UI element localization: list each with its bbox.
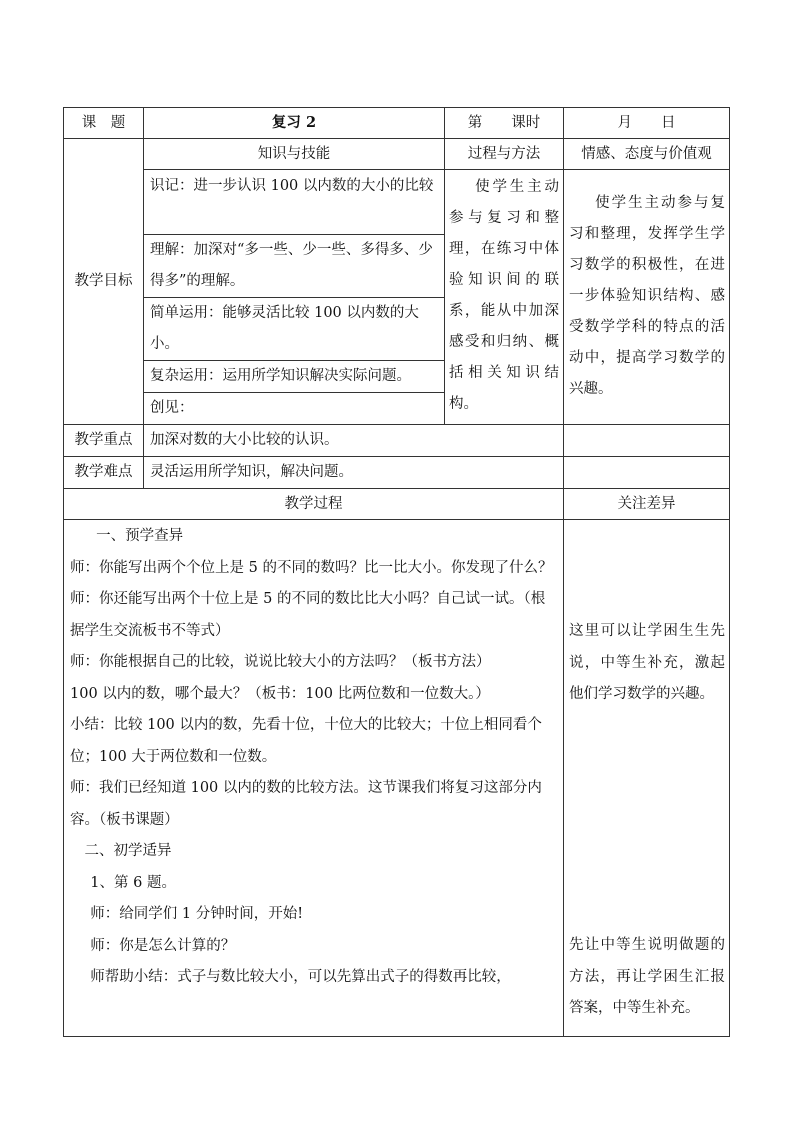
rule-emotion-col [563, 108, 564, 1036]
topic-label: 课 题 [81, 115, 126, 131]
process-line: 师：你还能写出两个十位上是 5 的不同的数比比大小吗？自己试一试。（根据学生交流板书不等式） [70, 591, 546, 639]
difference-note-2: 先让中等生说明做题的方法，再让学困生汇报答案，中等生补充。 [569, 937, 725, 1016]
knowledge-item-understand: 理解：加深对“多一些、少一些、多得多、少得多”的理解。 [150, 242, 433, 289]
process-line: 100 以内的数，哪个最大？（板书：100 比两位数和一位数大。） [70, 685, 490, 702]
rule-subheader-bottom [144, 169, 729, 170]
process-line: 小结：比较 100 以内的数，先看十位，十位大的比较大；十位上相同看个位；100 大于两位数和一位数。 [70, 717, 542, 765]
process-line: 师：你能根据自己的比较，说说比较大小的方法吗？（板书方法） [70, 654, 491, 670]
date-label: 月 日 [617, 115, 676, 131]
attention-difference-header: 关注差异 [617, 496, 676, 512]
lesson-plan-table [63, 107, 730, 1037]
process-method-header: 过程与方法 [467, 146, 541, 162]
process-line: 1、第 6 题。 [90, 874, 176, 891]
objectives-label: 教学目标 [74, 273, 133, 289]
lesson-period-label: 第 课时 [467, 115, 541, 131]
topic-value: 复习 2 [271, 114, 317, 131]
process-method-text: 使学生主动参与复习和整理，在练习中体验知识间的联系，能从中加深感受和归纳、概括相关知识结构。 [449, 179, 559, 412]
difference-note-1: 这里可以让学困生生先说，中等生补充，激起他们学习数学的兴趣。 [569, 623, 725, 702]
difficulty-label: 教学难点 [74, 464, 133, 480]
process-section-2: 二、初学适异 [84, 843, 172, 859]
process-line: 师：我们已经知道 100 以内的数的比较方法。这节课我们将复习这部分内容。（板书课题） [70, 780, 542, 828]
key-point-text: 加深对数的大小比较的认识。 [150, 432, 339, 448]
knowledge-item-memorize: 识记：进一步认识 100 以内数的大小的比较 [150, 178, 434, 194]
knowledge-skill-header: 知识与技能 [257, 146, 331, 162]
process-line: 师：给同学们 1 分钟时间，开始! [90, 906, 304, 922]
knowledge-item-complex-apply: 复杂运用：运用所学知识解决实际问题。 [150, 368, 411, 384]
process-line: 师帮助小结：式子与数比较大小，可以先算出式子的得数再比较， [90, 969, 511, 985]
teaching-process-header: 教学过程 [284, 496, 343, 512]
emotion-value-header: 情感、态度与价值观 [581, 146, 712, 162]
process-section-1: 一、预学查异 [96, 528, 184, 544]
knowledge-item-insight: 创见： [150, 400, 194, 416]
key-point-label: 教学重点 [74, 432, 133, 448]
process-line: 师：你是怎么计算的？ [90, 937, 236, 954]
rule-process-header-bottom [64, 519, 729, 520]
teaching-process-body [70, 521, 558, 994]
difficulty-text: 灵活运用所学知识，解决问题。 [150, 464, 353, 480]
process-line: 师：你能写出两个个位上是 5 的不同的数吗？比一比大小。你发现了什么？ [70, 559, 553, 576]
knowledge-item-simple-apply: 简单运用：能够灵活比较 100 以内数的大小。 [150, 305, 419, 352]
emotion-value-text: 使学生主动参与复习和整理，发挥学生学习数学的积极性，在进一步体验知识结构、感受数学学科的特点的活动中，提高学习数学的兴趣。 [569, 195, 725, 397]
